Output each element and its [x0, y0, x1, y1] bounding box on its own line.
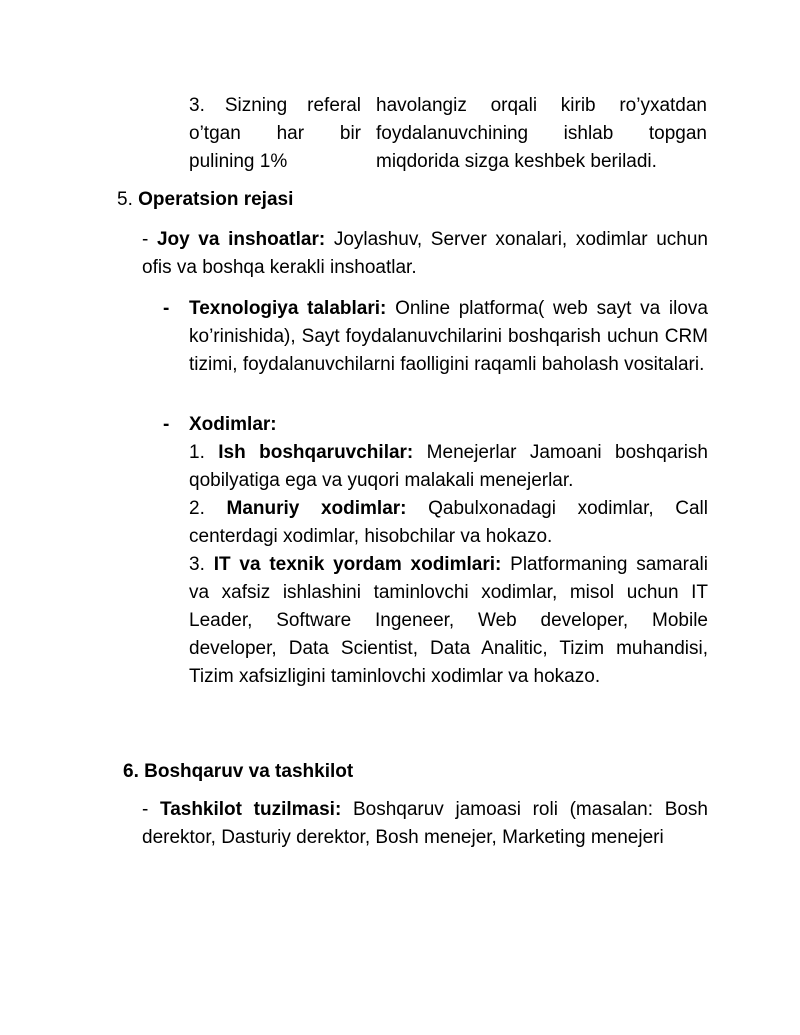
section-5-title: Operatsion rejasi — [138, 189, 294, 210]
org-dash: - — [142, 799, 149, 820]
staff-entry-num: 1. — [189, 442, 205, 463]
staff-body — [189, 411, 708, 691]
staff-entry-text: Qabulxonadagi xodimlar, Call centerdagi xodimlar, hisobchilar va hokazo. — [189, 498, 708, 547]
staff-entry-text: Platformaning samarali va xafsiz ishlashini taminlovchi xodimlar, misol uchun IT Leader, Software Ingeneer, Web developer, Mobile developer, Data Scientist, Data Analitic, Tizim muhandisi, Tizim xafsizligini taminlovchi xodimlar va hokazo. — [189, 554, 709, 687]
tech-paragraph — [189, 295, 708, 379]
staff-entry-num: 2. — [189, 498, 205, 519]
referral-right-column: havolangiz orqali kirib ro’yxatdan foydalanuvchining ishlab topgan miqdorida sizga keshbek beriladi. — [376, 95, 707, 172]
joy-dash: - — [142, 229, 149, 250]
staff-entry-text: Menejerlar Jamoani boshqarish qobilyatiga ega va yuqori malakali menejerlar. — [189, 442, 708, 491]
staff-entry — [189, 551, 708, 691]
staff-entry-label: Manuriy xodimlar: — [226, 498, 407, 519]
staff-dash: - — [163, 414, 170, 435]
staff-entry — [189, 439, 708, 495]
tech-text: Online platforma( web sayt va ilova ko’rinishida), Sayt foydalanuvchilarini boshqarish uchun CRM tizimi, foydalanuvchilarni faolligini raqamli baholash vositalari. — [189, 298, 709, 375]
referral-left-column: 3. Sizning referal o’tgan har bir pulining 1% — [189, 95, 361, 172]
tech-label: Texnologiya talablari: — [189, 298, 387, 319]
joy-label: Joy va inshoatlar: — [156, 229, 326, 250]
org-paragraph — [142, 796, 708, 852]
staff-entry — [189, 495, 708, 551]
section-5-heading — [117, 186, 293, 214]
section-5-number: 5. — [117, 189, 133, 210]
joy-paragraph — [142, 226, 708, 282]
joy-text: Joylashuv, Server xonalari, xodimlar uchun ofis va boshqa kerakli inshoatlar. — [142, 229, 709, 278]
staff-entry-num: 3. — [189, 554, 205, 575]
staff-label: Xodimlar: — [189, 414, 277, 435]
section-6-title: 6. Boshqaruv va tashkilot — [123, 761, 354, 782]
section-6-heading — [123, 758, 353, 786]
tech-dash: - — [163, 298, 170, 319]
staff-entry-label: IT va texnik yordam xodimlari: — [213, 554, 502, 575]
staff-entry-label: Ish boshqaruvchilar: — [218, 442, 414, 463]
org-label: Tashkilot tuzilmasi: — [160, 799, 342, 820]
org-text: Boshqaruv jamoasi roli (masalan: Bosh derektor, Dasturiy derektor, Bosh menejer, Marketing menejeri — [142, 799, 708, 848]
